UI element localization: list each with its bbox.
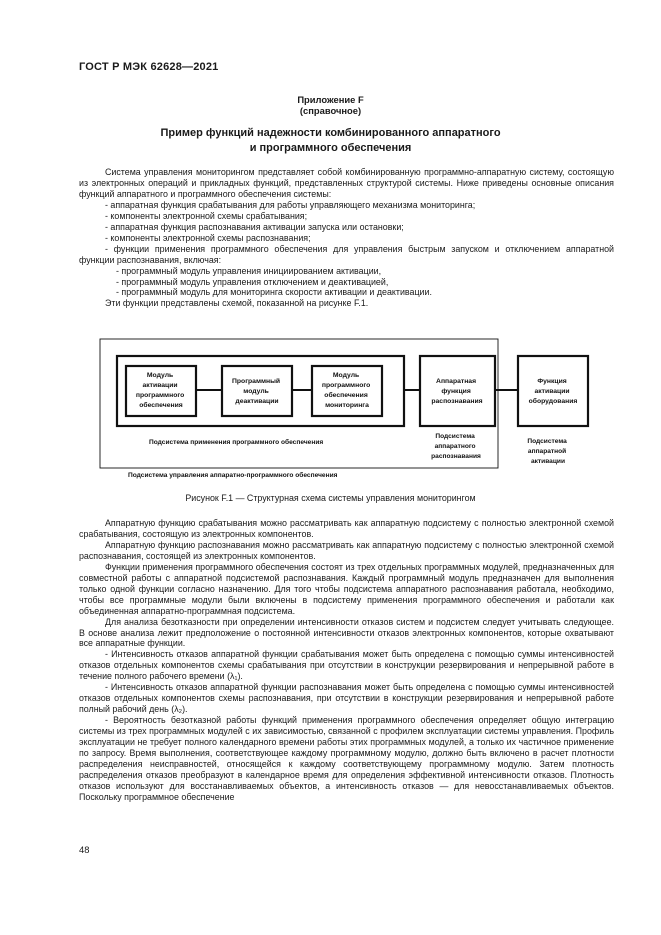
paragraph: - аппаратная функция срабатывания для работы управляющего механизма мониторинга; bbox=[105, 199, 476, 210]
control-subsystem-label: Подсистема управления аппаратно-программного обеспечения bbox=[128, 472, 338, 479]
hw-recognition-label: Аппаратная функция распознавания bbox=[431, 378, 483, 405]
paragraph: - функции применения программного обеспечения для управления быстрым запуском и отключением аппаратной функции распознавания, включая: bbox=[79, 243, 614, 265]
paragraph: Система управления мониторингом представляет собой комбинированную программно-аппаратную систему, состоящую из электронных операций и прикладных функций, представленных структурой системы. Ниже приведены основные описания функций аппаратного и программного обеспечения системы: bbox=[79, 167, 614, 199]
paragraph: - программный модуль для мониторинга скорости активации и деактивации. bbox=[116, 287, 432, 298]
appendix-type: (справочное) bbox=[299, 105, 362, 116]
paragraph: Эти функции представлены схемой, показанной на рисунке F.1. bbox=[105, 298, 369, 309]
monitoring-module-label: Модуль программного обеспечения мониторинга bbox=[321, 372, 371, 409]
figure-caption: Рисунок F.1 — Структурная схема системы управления мониторингом bbox=[185, 493, 476, 503]
paragraph: - аппаратная функция распознавания активации запуска или остановки; bbox=[105, 221, 404, 232]
paragraph: - Интенсивность отказов аппаратной функции срабатывания может быть определена с помощью суммы интенсивностей отказов отдельных компонентов схемы срабатывания при отсутствии в конструкции резервирования и непрерывной работе в течение полного рабочего времени (λ₁). bbox=[79, 649, 614, 682]
paragraph: - программный модуль управления инициированием активации, bbox=[116, 265, 382, 276]
paragraph: Для анализа безотказности при определении интенсивности отказов систем и подсистем следует учитывать следующее. В основе анализа лежит предположение о постоянной интенсивности отказов электронных компонентов, которые охватывают все аппаратные функции. bbox=[79, 616, 614, 649]
paragraph: - Вероятность безотказной работы функций применения программного обеспечения определяет общую интеграцию системы из трех программных модулей с их зависимостью, связанной с профилем эксплуатации системы управления. Профиль эксплуатации не требует полного календарного времени работы этих программных модулей, а только их частичное применение по запросу. Время выполнения, соответствующее каждому программному модулю, должно быть включено в расчет плотности распределения неисправностей, относящейся к каждому соответствующему программному модулю. Затем плотность распределения отказов преобразуют в календарное время для определения эффективной интенсивности отказов. Плотность отказов используют для восстанавливаемых объектов, а интенсивность отказов — для невосстанавливаемых объектов. Поскольку программное обеспечение bbox=[79, 715, 614, 802]
deactivation-module-label: Программный модуль деактивации bbox=[232, 378, 281, 405]
document-header: ГОСТ Р МЭК 62628—2021 bbox=[79, 61, 219, 73]
hw-activation-label: Функция активации оборудования bbox=[528, 378, 578, 405]
paragraph: - компоненты электронной схемы срабатывания; bbox=[105, 210, 308, 221]
paragraph: - Интенсивность отказов аппаратной функции распознавания может быть определена с помощью суммы интенсивностей отказов отдельных компонентов схемы распознавания, при отсутствии в конструкции резервирования и непрерывной работе полный рабочий день (λ₂). bbox=[79, 682, 614, 715]
paragraph: Функции применения программного обеспечения состоят из трех отдельных программных модулей, предназначенных для совместной работы с аппаратной подсистемой распознавания. Каждый программный модуль предназначен для выполнения только одной функции согласно назначению. Для того чтобы подсистема аппаратного распознавания работала, необходимо, чтобы все программные модули были включены в подсистему применения программного обеспечения и работали как объединенная аппаратно-программная подсистема. bbox=[79, 561, 614, 616]
page-number: 48 bbox=[79, 844, 90, 855]
software-subsystem-label: Подсистема применения программного обеспечения bbox=[149, 439, 324, 446]
activation-module-label: Модуль активации программного обеспечения bbox=[135, 372, 185, 409]
section-title-line1: Пример функций надежности комбинированного аппаратного bbox=[160, 127, 501, 139]
activation-subsystem-label: Подсистема аппаратной активации bbox=[527, 438, 567, 465]
paragraph: - компоненты электронной схемы распознавания; bbox=[105, 232, 311, 243]
paragraph: Аппаратную функцию распознавания можно рассматривать как аппаратную подсистему с полностью электронной схемой распознавания, состоящей из электронных компонентов. bbox=[79, 539, 614, 561]
paragraph: - программный модуль управления отключением и деактивацией, bbox=[116, 276, 389, 287]
appendix-title: Приложение F bbox=[297, 94, 364, 105]
paragraph: Аппаратную функцию срабатывания можно рассматривать как аппаратную подсистему с полностью электронной схемой срабатывания, состоящую из электронных компонентов. bbox=[79, 518, 614, 539]
section-title-line2: и программного обеспечения bbox=[249, 142, 412, 154]
body-text bbox=[79, 518, 614, 803]
recognition-subsystem-label: Подсистема аппаратного распознавания bbox=[431, 433, 481, 460]
